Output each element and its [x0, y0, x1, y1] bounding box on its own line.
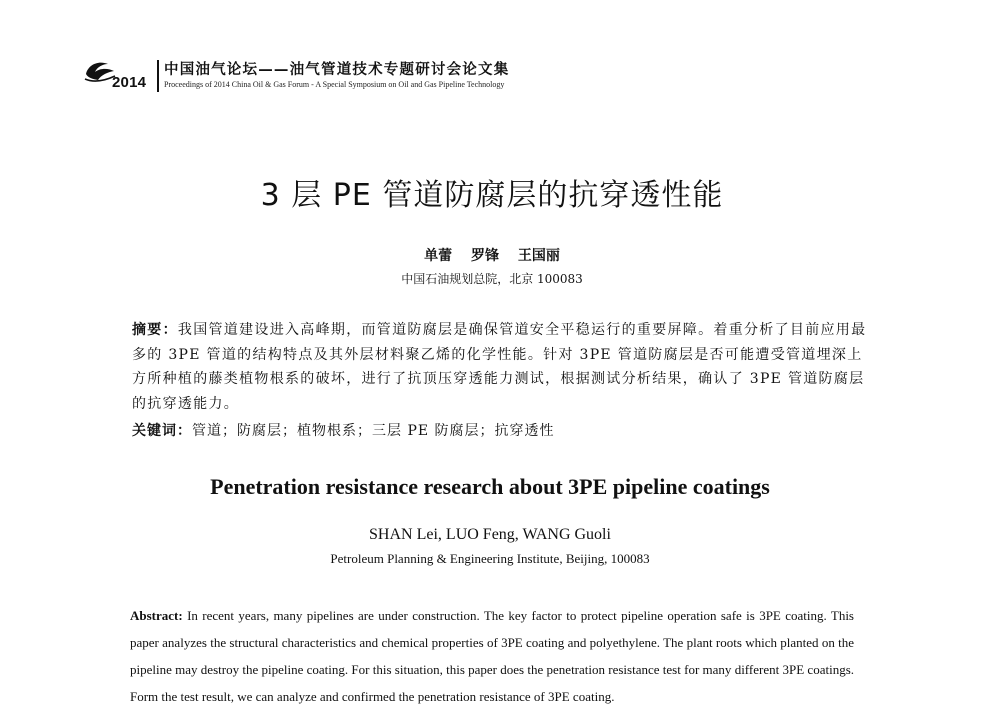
abstract-label-en: Abstract:: [130, 608, 183, 623]
keywords-cn: [132, 420, 872, 440]
paper-title-cn: 3 层 PE 管道防腐层的抗穿透性能: [260, 178, 724, 213]
proceedings-title-cn: 中国油气论坛——油气管道技术专题研讨会论文集: [164, 62, 510, 78]
forum-logo: [84, 56, 154, 96]
proceedings-title-en: Proceedings of 2014 China Oil & Gas Forum - A Special Symposium on Oil and Gas Pipeline Technology: [164, 80, 505, 89]
abstract-text-en: In recent years, many pipelines are under construction. The key factor to protect pipeline operation safe is 3PE coating. This paper analyzes the structural characteristics and chemical properties of 3PE coating and polyethylene. The plant roots which planted on the pipeline may destroy the pipeline coating. For this situation, this paper does the penetration resistance test for many different 3PE coatings. Form the test result, we can analyze and confirmed the penetration resistance of 3PE coating.: [130, 608, 854, 704]
authors-en: SHAN Lei, LUO Feng, WANG Guoli: [369, 526, 611, 543]
header-divider: [157, 60, 159, 92]
proceedings-header: [84, 56, 624, 96]
paper-title-en: Penetration resistance research about 3PE pipeline coatings: [210, 474, 770, 499]
abstract-cn: [132, 318, 872, 416]
affiliation-cn: 中国石油规划总院，北京 100083: [401, 272, 583, 286]
keywords-label-cn: 关键词：: [132, 423, 192, 439]
abstract-text-cn: 我国管道建设进入高峰期，而管道防腐层是确保管道安全平稳运行的重要屏障。着重分析了目前应用最多的 3PE 管道的结构特点及其外层材料聚乙烯的化学性能。针对 3PE 管道防腐层是否可能遭受管道埋深上方所种植的藤类植物根系的破坏，进行了抗顶压穿透能力测试，根据测试分析结果，确认了 3PE 管道防腐层的抗穿透能力。: [132, 322, 867, 412]
authors-cn: 单蕾 罗锋 王国丽: [424, 248, 560, 264]
keywords-text-cn: 管道；防腐层；植物根系；三层 PE 防腐层；抗穿透性: [192, 423, 555, 439]
affiliation-en: Petroleum Planning & Engineering Institute, Beijing, 100083: [330, 551, 650, 566]
logo-year: 2014: [112, 74, 147, 91]
abstract-label-cn: 摘要：: [132, 322, 178, 338]
abstract-en: [130, 602, 854, 710]
